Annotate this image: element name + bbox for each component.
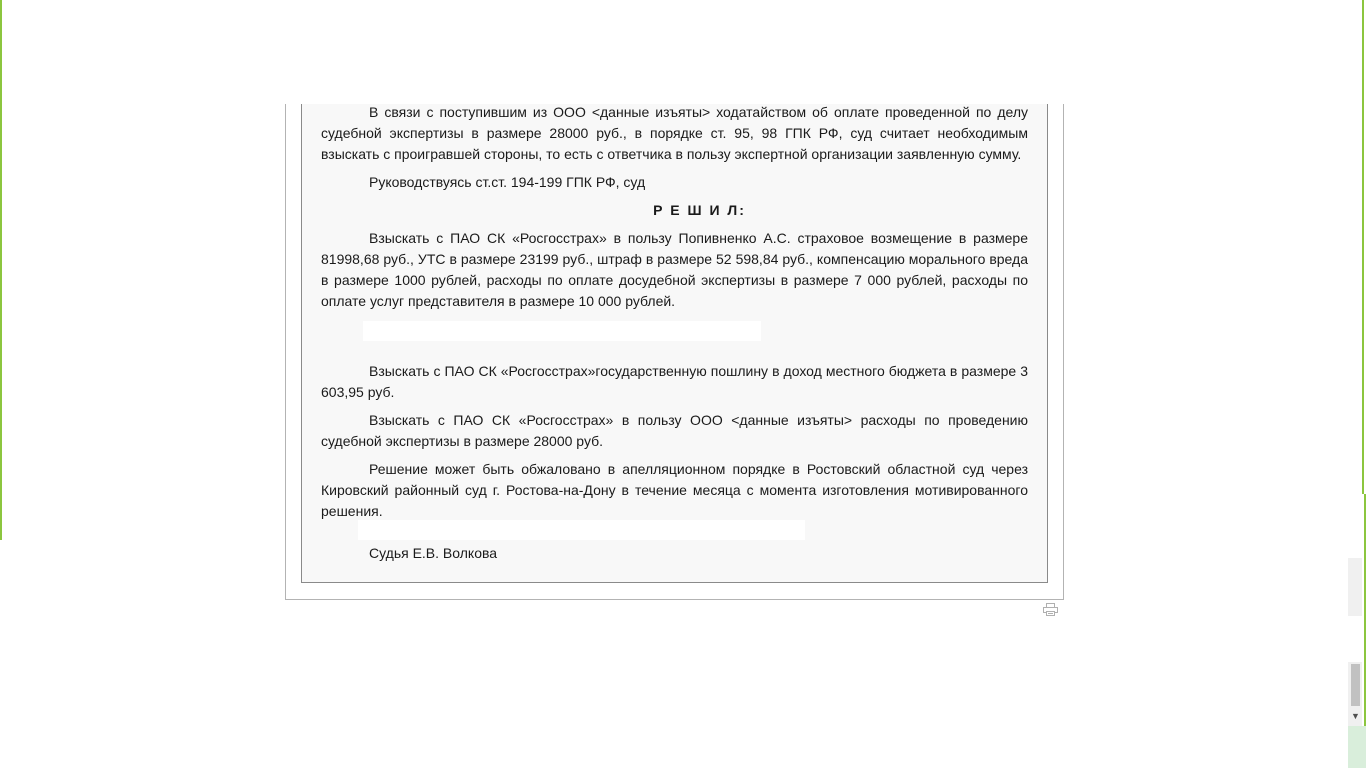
- paragraph-expertise-costs: В связи с поступившим из ООО <данные изъяты> ходатайством об оплате проведенной по делу судебной экспертизы в размере 28000 руб., в порядке ст. 95, 98 ГПК РФ, суд считает необходимым взыскать с проигравшей стороны, то есть с ответчика в пользу экспертной организации заявленную сумму.: [321, 104, 1028, 162]
- decision-paragraph-expertise: Взыскать с ПАО СК «Росгосстрах» в пользу ООО <данные изъяты> расходы по проведению судебной экспертизы в размере 28000 руб.: [321, 412, 1028, 449]
- printer-icon[interactable]: [1043, 603, 1058, 616]
- decision-paragraph-appeal: Решение может быть обжаловано в апелляционном порядке в Ростовский областной суд через Кировский районный суд г. Ростова-на-Дону в течение месяца с момента изготовления мотивированного решения.: [321, 461, 1028, 519]
- redacted-block: [363, 321, 761, 341]
- scrollbar-thumb[interactable]: [1351, 664, 1360, 706]
- scrollbar-gap: [1348, 616, 1362, 662]
- decision-paragraph-compensation: Взыскать с ПАО СК «Росгосстрах» в пользу Попивненко А.С. страховое возмещение в размере 81998,68 руб., УТС в размере 23199 руб., штраф в размере 52 598,84 руб., компенсацию морального вреда в размере 1000 рублей, расходы по оплате досудебной экспертизы в размере 7 000 рублей, расходы по оплате услуг представителя в размере 10 000 рублей.: [321, 230, 1028, 309]
- bottom-accent-band: [1348, 726, 1366, 768]
- judge-signature: Судья Е.В. Волкова: [369, 545, 498, 561]
- page-header-area: [2, 0, 1362, 104]
- chevron-down-icon[interactable]: ▼: [1351, 711, 1360, 721]
- redacted-block: [358, 520, 805, 540]
- decision-heading: Р Е Ш И Л:: [653, 202, 746, 218]
- paragraph-guided-by: Руководствуясь ст.ст. 194-199 ГПК РФ, суд: [369, 174, 646, 190]
- decision-paragraph-duty: Взыскать с ПАО СК «Росгосстрах»государственную пошлину в доход местного бюджета в размере 3 603,95 руб.: [321, 363, 1028, 400]
- right-accent-bar: [1362, 0, 1364, 494]
- document-text: [321, 102, 1028, 529]
